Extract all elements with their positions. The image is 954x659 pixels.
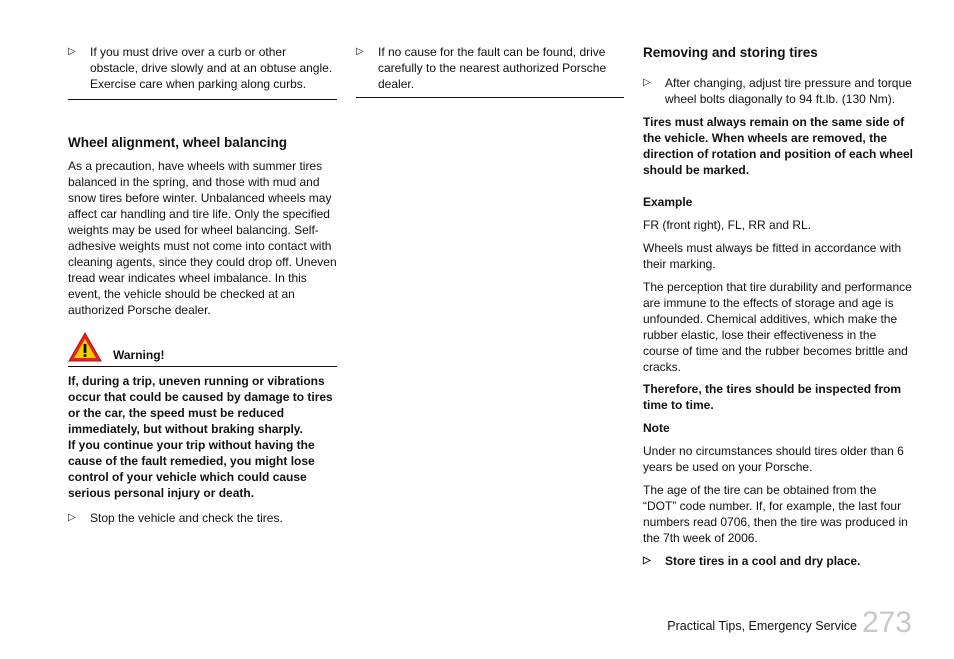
bold-paragraph: Tires must always remain on the same side of the vehicle. When wheels are removed, the direction of rotation and position of each wheel should be marked. (643, 115, 914, 177)
list-item (356, 44, 624, 92)
triangle-right-icon: ▷ (356, 46, 364, 57)
bullet-text: If no cause for the fault can be found, drive carefully to the nearest authorized Porsche dealer. (378, 45, 607, 91)
section-heading: Removing and storing tires (643, 45, 818, 60)
page-number: 273 (861, 606, 912, 639)
note-label: Note (643, 421, 670, 435)
bold-paragraph: Therefore, the tires should be inspected from time to time. (643, 382, 902, 412)
body-paragraph: As a precaution, have wheels with summer tires balanced in the spring, and those with mud and snow tires before winter. Unbalanced wheels may affect car handling and tire life. Only the specified weights may be used for wheel balancing. Self-adhesive weights must not come into contact with cleaning agents, since they could drop off. Uneven tread wear indicates wheel imbalance. In this event, the vehicle should be checked at an authorized Porsche dealer. (68, 159, 337, 317)
warning-header (68, 332, 337, 362)
example-label: Example (643, 195, 693, 209)
body-paragraph: The age of the tire can be obtained from the “DOT” code number. If, for example, the last four numbers read 0706, then the tire was produced in the 7th week of 2006. (643, 483, 908, 545)
example-text: FR (front right), FL, RR and RL. (643, 218, 812, 232)
warning-text: If you continue your trip without having the cause of the fault remedied, you might lose control of your vehicle which could cause serious personal injury or death. (68, 438, 315, 500)
bullet-text: Stop the vehicle and check the tires. (90, 511, 283, 525)
note-text: Under no circumstances should tires older than 6 years be used on your Porsche. (643, 444, 904, 474)
triangle-right-icon: ▷ (68, 512, 76, 523)
list-item (643, 75, 913, 107)
triangle-right-icon: ▷ (643, 555, 651, 566)
section-heading: Wheel alignment, wheel balancing (68, 135, 288, 150)
list-item (68, 44, 337, 92)
body-paragraph: The perception that tire durability and performance are immune to the effects of storage and age is unfounded. Chemical additives, which make the rubber elastic, lose their effectiveness in the course of time and the rubber becomes brittle and cracks. (643, 280, 912, 374)
divider (68, 366, 337, 367)
divider (356, 97, 624, 98)
warning-triangle-icon (68, 332, 102, 362)
page-footer (667, 606, 912, 639)
triangle-right-icon: ▷ (643, 77, 651, 88)
bullet-text: If you must drive over a curb or other obstacle, drive slowly and at an obtuse angle. Exercise care when parking along curbs. (90, 45, 333, 91)
body-paragraph: Wheels must always be fitted in accordance with their marking. (643, 241, 902, 271)
list-item (68, 510, 337, 526)
triangle-right-icon: ▷ (68, 46, 76, 57)
warning-text: If, during a trip, uneven running or vibrations occur that could be caused by damage to tires or the car, the speed must be reduced immediately, but without braking sharply. (68, 374, 333, 436)
column-right (643, 44, 913, 569)
column-left (68, 44, 337, 526)
list-item (643, 553, 913, 569)
bullet-text: After changing, adjust tire pressure and torque wheel bolts diagonally to 94 ft.lb. (130 Nm). (665, 76, 912, 106)
column-middle (356, 44, 624, 98)
footer-section-title: Practical Tips, Emergency Service (667, 619, 857, 633)
divider (68, 99, 337, 100)
warning-label: Warning! (113, 348, 165, 362)
bullet-text: Store tires in a cool and dry place. (665, 554, 861, 568)
